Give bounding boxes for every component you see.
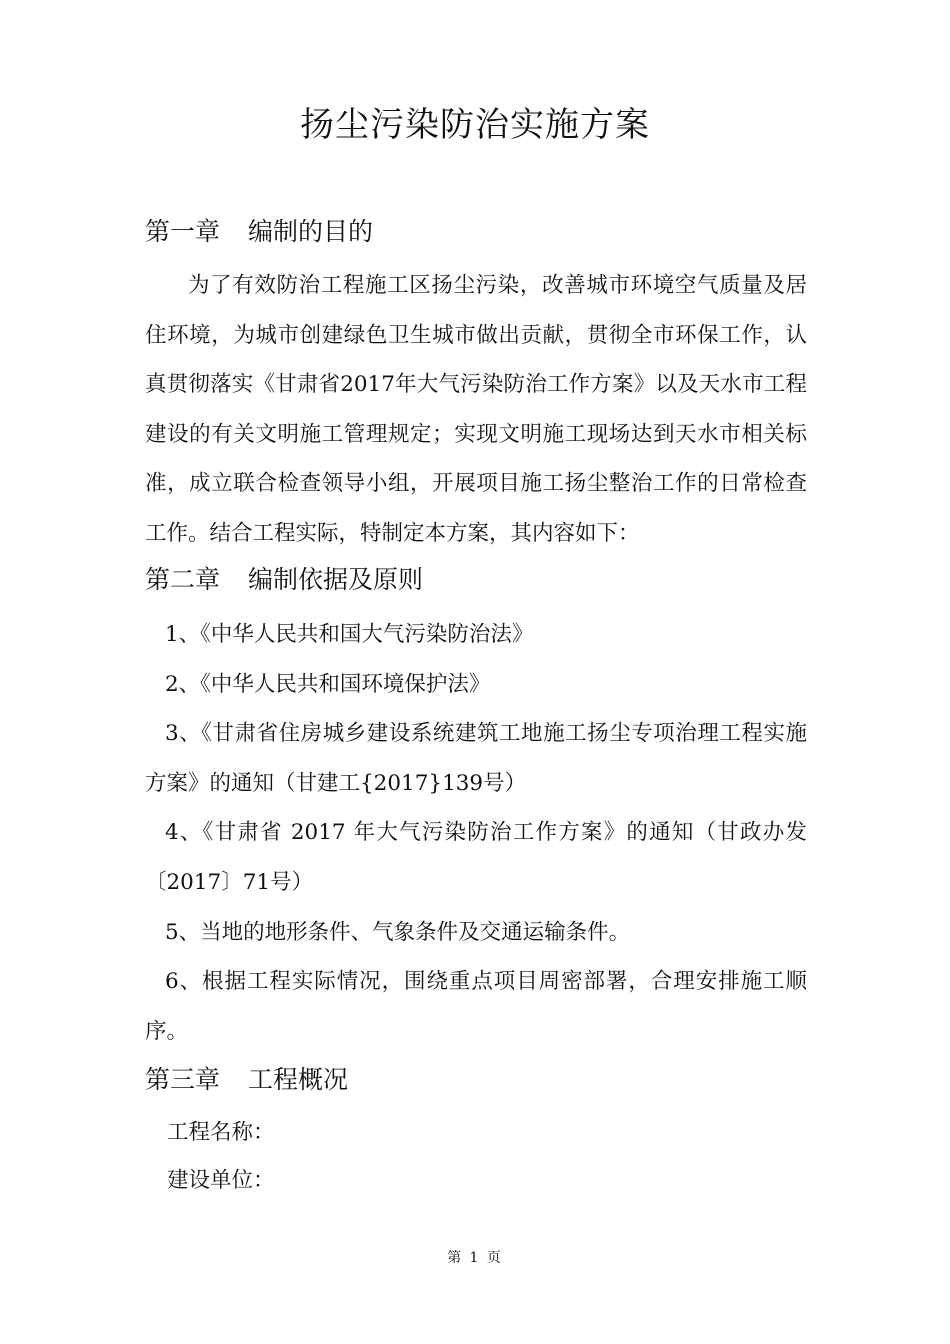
chapter-3-title: 工程概况 [248,1065,349,1094]
basis-item-6: 6、根据工程实际情况，围绕重点项目周密部署，合理安排施工顺序。 [145,969,807,1044]
document-title: 扬尘污染防治实施方案 [300,105,650,145]
basis-item-5: 5、当地的地形条件、气象条件及交通运输条件。 [165,920,631,945]
chapter-1-title: 编制的目的 [248,217,374,246]
project-name-label: 工程名称： [167,1120,275,1145]
chapter-1-paragraph: 为了有效防治工程施工区扬尘污染，改善城市环境空气质量及居住环境，为城市创建绿色卫生城市做出贡献，贯彻全市环保工作，认真贯彻落实《甘肃省2017年大气污染防治工作方案》以及天水市工程建设的有关文明施工管理规定；实现文明施工现场达到天水市相关标准，成立联合检查领导小组，开展项目施工扬尘整治工作的日常检查工作。结合工程实际，特制定本方案，其内容如下： [145,273,807,546]
basis-item-3: 3、《甘肃省住房城乡建设系统建筑工地施工扬尘专项治理工程实施方案》的通知（甘建工{2017}139号） [145,721,807,796]
construction-unit-label: 建设单位： [167,1168,275,1193]
chapter-2-heading [145,563,423,597]
chapter-3-number: 第三章 [145,1065,221,1094]
basis-item-4: 4、《甘肃省 2017 年大气污染防治工作方案》的通知（甘政办发〔2017〕71号） [145,820,807,895]
chapter-1-number: 第一章 [145,217,221,246]
page-number: 第 1 页 [447,1250,503,1266]
basis-item-2: 2、《中华人民共和国环境保护法》 [165,672,491,697]
chapter-2-number: 第二章 [145,565,221,594]
basis-item-1: 1、《中华人民共和国大气污染防治法》 [165,622,534,647]
chapter-3-heading [145,1063,348,1097]
chapter-2-title: 编制依据及原则 [248,565,424,594]
chapter-1-heading [145,215,373,249]
